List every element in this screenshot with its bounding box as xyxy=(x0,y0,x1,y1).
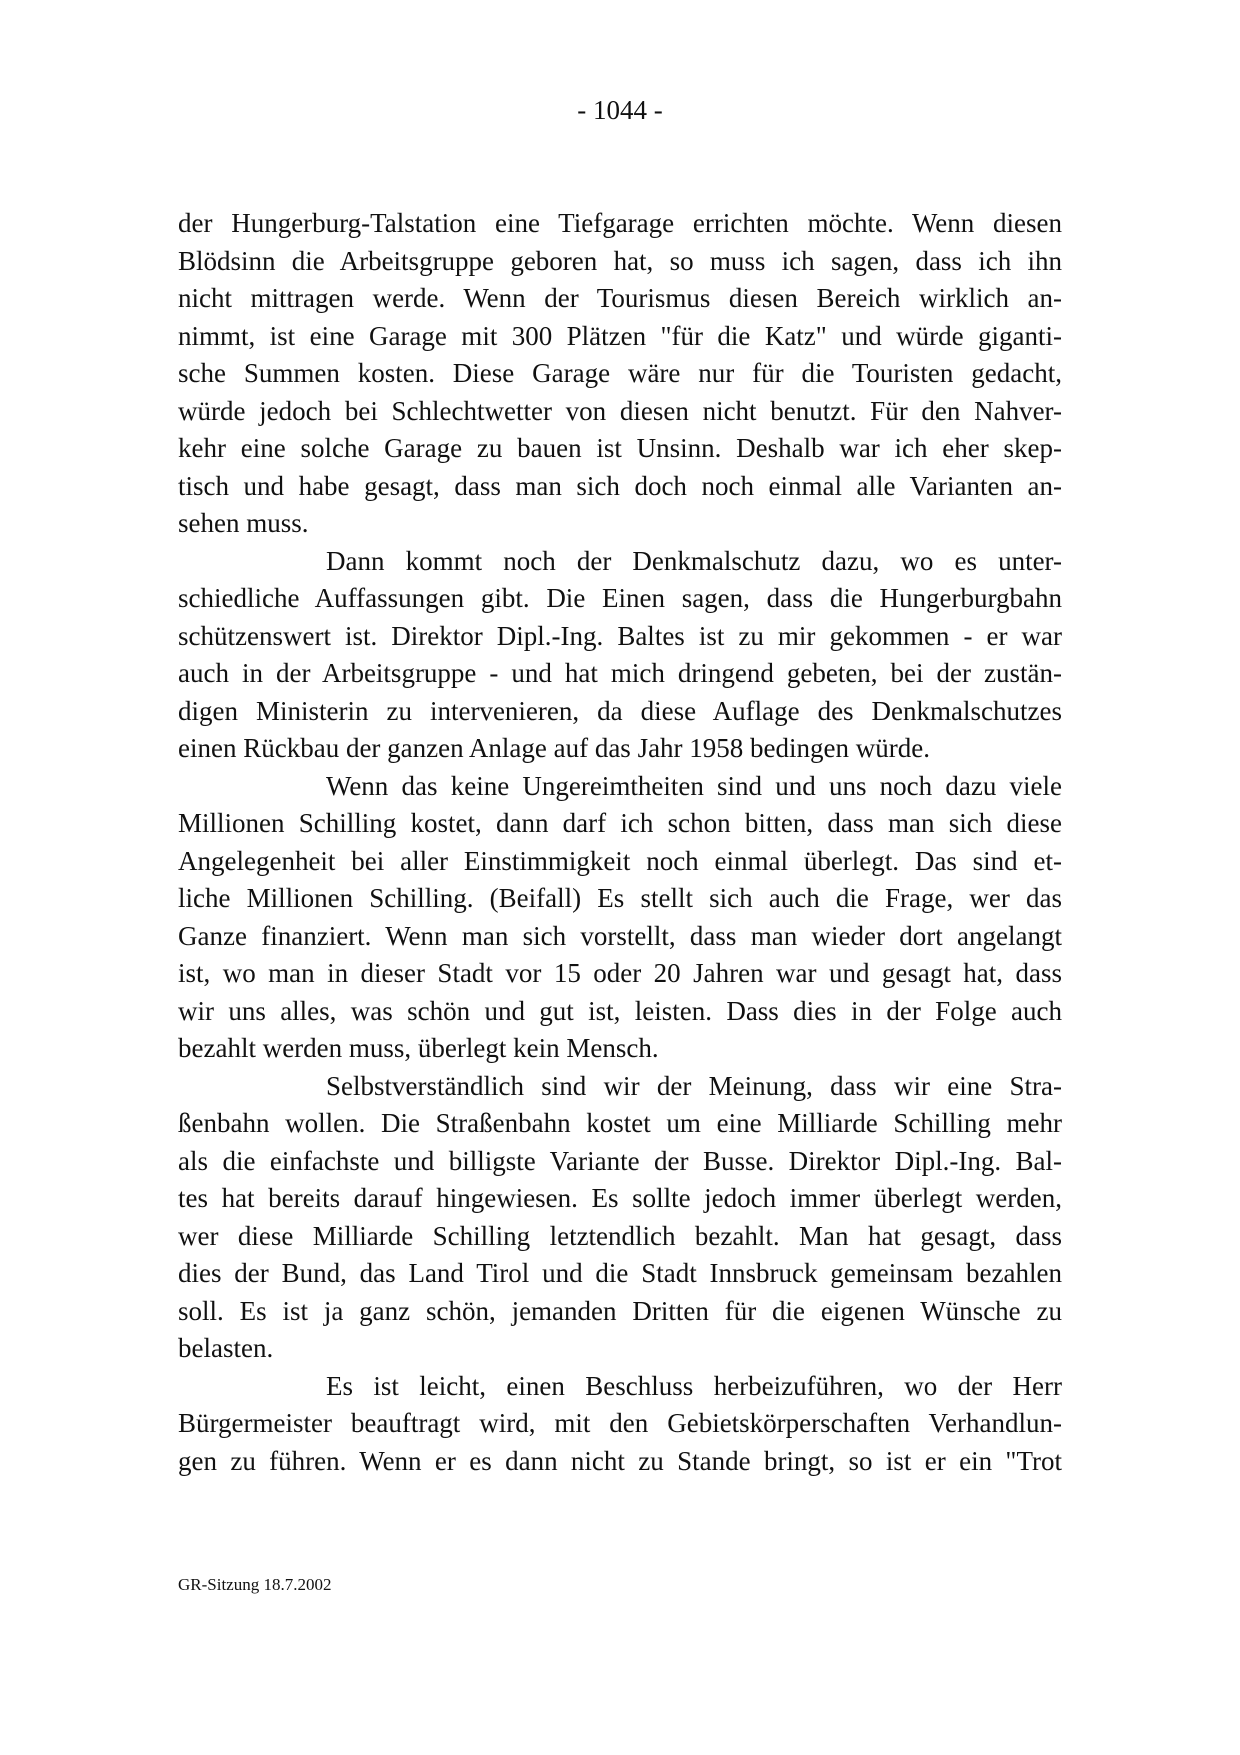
text-line: bezahlt werden muss, überlegt kein Mensch. xyxy=(178,1033,659,1063)
page-number: - 1044 - xyxy=(577,95,663,125)
text-line: Millionen Schilling kostet, dann darf ich schon bitten, dass man sich diese xyxy=(178,808,1062,838)
text-line: nicht mittragen werde. Wenn der Tourismus diesen Bereich wirklich an- xyxy=(178,283,1062,313)
text-line: Dann kommt noch der Denkmalschutz dazu, wo es unter- xyxy=(326,545,1062,576)
text-line: belasten. xyxy=(178,1333,274,1363)
paragraph xyxy=(178,1068,1062,1368)
text-line: sche Summen kosten. Diese Garage wäre nur für die Touristen gedacht, xyxy=(178,358,1062,388)
text-line: tes hat bereits darauf hingewiesen. Es sollte jedoch immer überlegt werden, xyxy=(178,1183,1062,1213)
paragraph xyxy=(178,543,1062,768)
text-line: Angelegenheit bei aller Einstimmigkeit noch einmal überlegt. Das sind et- xyxy=(178,845,1062,876)
text-line: sehen muss. xyxy=(178,508,309,538)
text-line: Selbstverständlich sind wir der Meinung, dass wir eine Stra- xyxy=(326,1070,1062,1101)
text-line: schiedliche Auffassungen gibt. Die Einen sagen, dass die Hungerburgbahn xyxy=(178,583,1062,613)
text-line: gen zu führen. Wenn er es dann nicht zu Stande bringt, so ist er ein "Trot xyxy=(178,1445,1062,1476)
text-line: nimmt, ist eine Garage mit 300 Plätzen "für die Katz" und würde giganti- xyxy=(178,320,1062,351)
text-line: ist, wo man in dieser Stadt vor 15 oder 20 Jahren war und gesagt hat, dass xyxy=(178,958,1062,988)
text-line: Wenn das keine Ungereimtheiten sind und uns noch dazu viele xyxy=(326,770,1062,801)
text-line: Blödsinn die Arbeitsgruppe geboren hat, so muss ich sagen, dass ich ihn xyxy=(178,245,1062,276)
paragraph xyxy=(178,768,1062,1068)
text-line: wer diese Milliarde Schilling letztendlich bezahlt. Man hat gesagt, dass xyxy=(178,1220,1062,1251)
footer-session-date: GR-Sitzung 18.7.2002 xyxy=(178,1575,332,1594)
text-line: der Hungerburg-Talstation eine Tiefgarage errichten möchte. Wenn diesen xyxy=(178,208,1062,238)
text-line: schützenswert ist. Direktor Dipl.-Ing. Baltes ist zu mir gekommen - er war xyxy=(178,620,1062,651)
text-line: dies der Bund, das Land Tirol und die Stadt Innsbruck gemeinsam bezahlen xyxy=(178,1258,1062,1288)
text-line: tisch und habe gesagt, dass man sich doch noch einmal alle Varianten an- xyxy=(178,470,1062,501)
text-line: einen Rückbau der ganzen Anlage auf das Jahr 1958 bedingen würde. xyxy=(178,733,930,763)
body-text xyxy=(178,205,1062,1480)
text-line: Es ist leicht, einen Beschluss herbeizuführen, wo der Herr xyxy=(326,1370,1062,1401)
text-line: würde jedoch bei Schlechtwetter von diesen nicht benutzt. Für den Nahver- xyxy=(178,395,1062,426)
paragraph xyxy=(178,205,1062,543)
text-line: soll. Es ist ja ganz schön, jemanden Dritten für die eigenen Wünsche zu xyxy=(178,1295,1062,1326)
text-line: digen Ministerin zu intervenieren, da diese Auflage des Denkmalschutzes xyxy=(178,695,1062,726)
text-line: auch in der Arbeitsgruppe - und hat mich dringend gebeten, bei der zustän- xyxy=(178,658,1062,688)
text-line: Ganze finanziert. Wenn man sich vorstellt, dass man wieder dort angelangt xyxy=(178,920,1062,951)
text-line: Bürgermeister beauftragt wird, mit den Gebietskörperschaften Verhandlun- xyxy=(178,1408,1062,1438)
text-line: liche Millionen Schilling. (Beifall) Es stellt sich auch die Frage, wer das xyxy=(178,883,1062,913)
text-line: wir uns alles, was schön und gut ist, leisten. Dass dies in der Folge auch xyxy=(178,995,1062,1026)
text-line: als die einfachste und billigste Variante der Busse. Direktor Dipl.-Ing. Bal- xyxy=(178,1145,1062,1176)
paragraph xyxy=(178,1368,1062,1481)
text-line: kehr eine solche Garage zu bauen ist Unsinn. Deshalb war ich eher skep- xyxy=(178,433,1062,463)
text-line: ßenbahn wollen. Die Straßenbahn kostet um eine Milliarde Schilling mehr xyxy=(178,1108,1062,1138)
